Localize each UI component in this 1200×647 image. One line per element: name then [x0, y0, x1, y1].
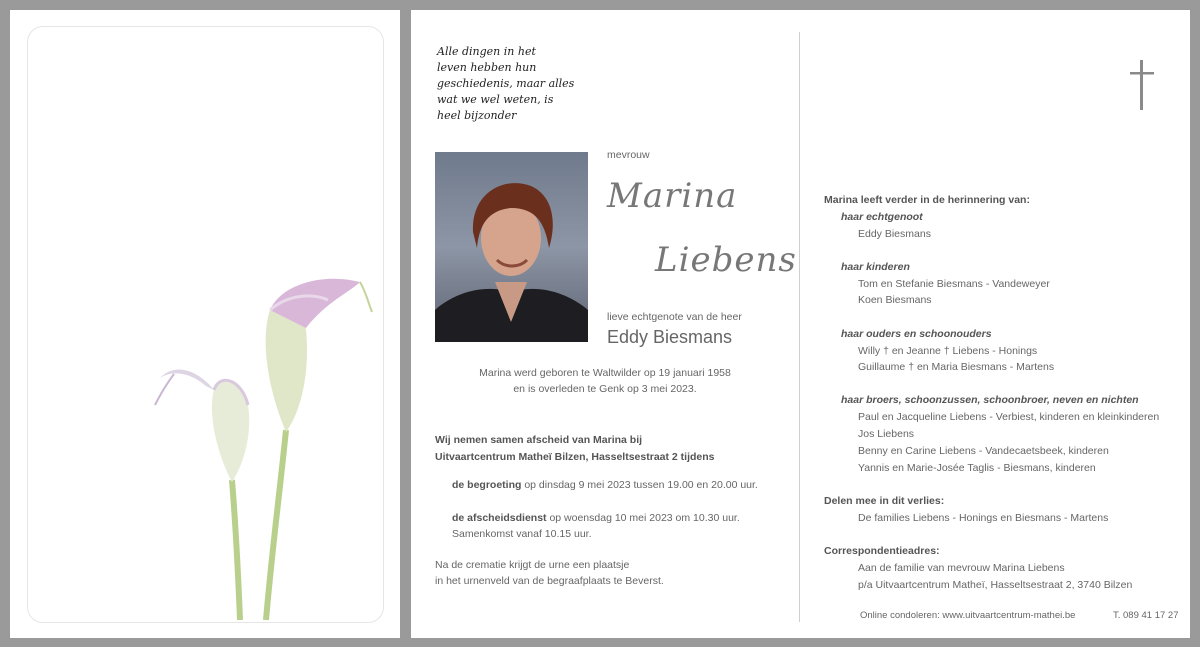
- group-line: Yannis en Marie-Josée Taglis - Biesmans, kinderen: [858, 462, 1096, 474]
- service-text: op woensdag 10 mei 2023 om 10.30 uur.: [546, 512, 740, 524]
- address-line: p/a Uitvaartcentrum Matheï, Hasseltsestraat 2, 3740 Bilzen: [858, 579, 1133, 591]
- group-line: Eddy Biesmans: [858, 228, 931, 240]
- cross-icon: [1127, 58, 1157, 114]
- share-heading: Delen mee in dit verlies:: [824, 495, 945, 507]
- service-extra: Samenkomst vanaf 10.15 uur.: [452, 528, 592, 540]
- greeting-label: de begroeting: [452, 479, 522, 491]
- group-line: Guillaume † en Maria Biesmans - Martens: [858, 361, 1055, 373]
- poem-line: leven hebben hun: [437, 61, 537, 74]
- greeting-text: op dinsdag 9 mei 2023 tussen 19.00 en 20.00 uur.: [521, 479, 758, 491]
- calla-lily-illustration: [10, 10, 400, 638]
- poem-line: heel bijzonder: [437, 109, 517, 122]
- memory-heading: Marina leeft verder in de herinnering van:: [824, 194, 1030, 206]
- group-line: Benny en Carine Liebens - Vandecaetsbeek, kinderen: [858, 445, 1109, 457]
- first-name: Marina: [607, 176, 738, 216]
- fold-line: [799, 32, 800, 622]
- group-title: haar ouders en schoonouders: [841, 328, 992, 340]
- inside-card: [411, 10, 1190, 638]
- address-heading: Correspondentieadres:: [824, 545, 940, 557]
- spouse-name: Eddy Biesmans: [607, 327, 733, 347]
- cremation-line: Na de crematie krijgt de urne een plaatsje: [435, 559, 630, 571]
- title-prefix: mevrouw: [607, 149, 650, 161]
- group-line: Tom en Stefanie Biesmans - Vandeweyer: [858, 278, 1050, 290]
- cremation-note: [435, 557, 664, 589]
- phone-number: T. 089 41 17 27: [1113, 610, 1179, 621]
- greeting-line: [452, 479, 758, 491]
- portrait-photo: [435, 152, 588, 342]
- birth-death-dates: [411, 365, 799, 397]
- date-line: Marina werd geboren te Waltwilder op 19 januari 1958: [479, 367, 731, 379]
- group-title: haar kinderen: [841, 261, 910, 273]
- poem-line: geschiedenis, maar alles: [437, 77, 575, 90]
- online-condolences: Online condoleren: www.uitvaartcentrum-mathei.be: [860, 610, 1076, 621]
- farewell-intro: [435, 432, 715, 466]
- service-label: de afscheidsdienst: [452, 512, 547, 524]
- farewell-line: Uitvaartcentrum Matheï Bilzen, Hasseltsestraat 2 tijdens: [435, 451, 715, 463]
- poem-line: Alle dingen in het: [437, 45, 536, 58]
- portrait-figure: [435, 152, 588, 342]
- group-line: Jos Liebens: [858, 428, 915, 440]
- share-line: De families Liebens - Honings en Biesmans - Martens: [858, 512, 1109, 524]
- spouse-label: lieve echtgenote van de heer: [607, 311, 742, 323]
- group-line: Koen Biesmans: [858, 294, 932, 306]
- group-line: Willy † en Jeanne † Liebens - Honings: [858, 345, 1038, 357]
- last-name: Liebens: [655, 240, 797, 280]
- service-block: [452, 510, 740, 542]
- group-title: haar echtgenoot: [841, 211, 923, 223]
- handwritten-poem: [437, 44, 574, 124]
- farewell-line: Wij nemen samen afscheid van Marina bij: [435, 434, 643, 446]
- cremation-line: in het urnenveld van de begraafplaats te Beverst.: [435, 575, 664, 587]
- address-line: Aan de familie van mevrouw Marina Liebens: [858, 562, 1065, 574]
- date-line: en is overleden te Genk op 3 mei 2023.: [513, 383, 697, 395]
- group-line: Paul en Jacqueline Liebens - Verbiest, kinderen en kleinkinderen: [858, 411, 1160, 423]
- poem-line: wat we wel weten, is: [437, 93, 554, 106]
- group-title: haar broers, schoonzussen, schoonbroer, neven en nichten: [841, 394, 1139, 406]
- front-card: [10, 10, 400, 638]
